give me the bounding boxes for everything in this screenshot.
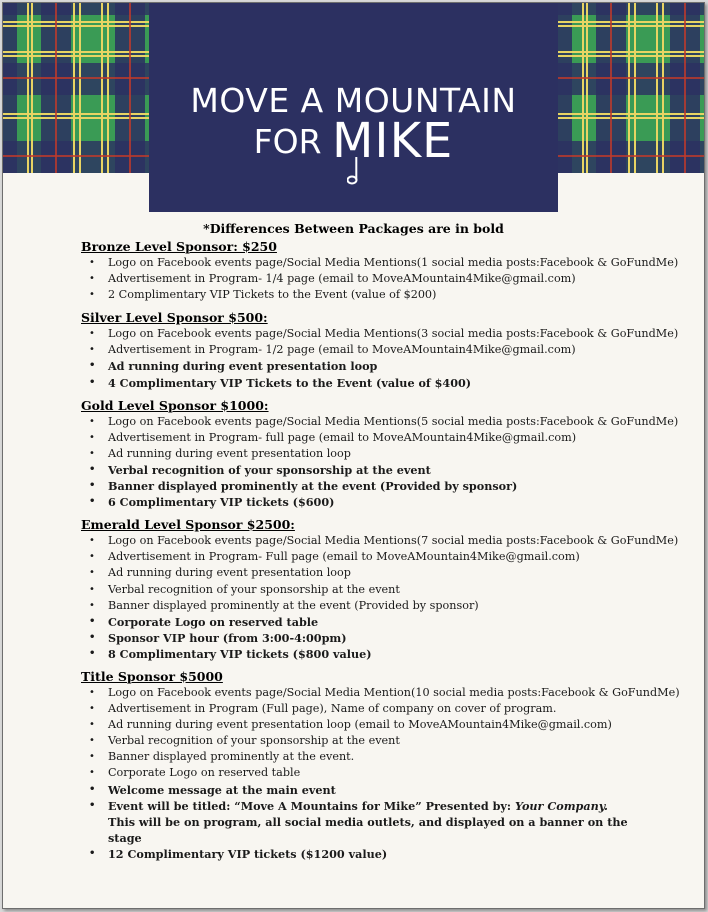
benefit-text: Verbal recognition of your sponsorship at the event xyxy=(108,582,400,596)
benefit-item xyxy=(81,701,704,717)
logo-banner xyxy=(149,3,558,212)
benefit-text: Ad running during event presentation loop xyxy=(108,446,351,460)
benefit-text: Banner displayed prominently at the event (Provided by sponsor) xyxy=(108,479,518,494)
benefit-text: Ad running during event presentation loop xyxy=(108,566,351,580)
sponsor-level-heading: Gold Level Sponsor $1000: xyxy=(81,397,269,413)
benefit-text: Logo on Facebook events page/Social Media Mentions(1 social media posts:Facebook & GoFundMe) xyxy=(108,256,679,269)
benefit-item xyxy=(81,582,704,598)
sponsor-sections xyxy=(3,239,704,862)
benefit-text: Corporate Logo on reserved table xyxy=(108,614,319,629)
benefit-text: Logo on Facebook events page/Social Media Mentions(3 social media posts:Facebook & GoFundMe) xyxy=(108,327,679,341)
benefit-item xyxy=(81,565,704,581)
sponsor-section xyxy=(81,669,704,862)
benefit-text: Advertisement in Program- 1/2 page (email to MoveAMountain4Mike@gmail.com) xyxy=(108,343,576,357)
benefit-list xyxy=(81,414,704,511)
benefit-text: Advertisement in Program- full page (email to MoveAMountain4Mike@gmail.com) xyxy=(108,430,577,444)
benefit-text: Corporate Logo on reserved table xyxy=(108,766,301,780)
benefit-item xyxy=(81,717,704,733)
benefit-item xyxy=(81,287,704,303)
benefit-item xyxy=(81,271,704,287)
benefit-text: Verbal recognition of your sponsorship at the event xyxy=(108,734,400,748)
sponsor-section xyxy=(81,517,704,662)
benefit-item xyxy=(81,733,704,749)
benefit-item xyxy=(81,846,704,862)
plaid-pattern-right xyxy=(558,3,704,173)
benefit-item xyxy=(81,255,704,271)
benefit-text: 6 Complimentary VIP tickets ($600) xyxy=(108,495,335,510)
benefit-text: Ad running during event presentation loop (email to MoveAMountain4Mike@gmail.com) xyxy=(108,718,612,732)
benefit-list xyxy=(81,533,704,662)
benefit-item xyxy=(81,549,704,565)
benefit-item xyxy=(81,326,704,342)
benefit-text: 4 Complimentary VIP Tickets to the Event (value of $400) xyxy=(108,375,472,390)
benefit-text: Banner displayed prominently at the event (Provided by sponsor) xyxy=(108,598,479,612)
benefit-text: Advertisement in Program (Full page), Name of company on cover of program. xyxy=(108,702,557,716)
sponsor-level-heading: Title Sponsor $5000 xyxy=(81,668,223,684)
benefit-text: Event will be titled: “Move A Mountains for Mike” Presented by: xyxy=(108,798,515,813)
benefit-text: Welcome message at the main event xyxy=(108,782,336,797)
benefit-list xyxy=(81,255,704,303)
sponsor-section xyxy=(81,310,704,390)
benefit-text: Logo on Facebook events page/Social Media Mention(10 social media posts:Facebook & GoFundMe) xyxy=(108,685,680,699)
benefit-text: Banner displayed prominently at the event. xyxy=(108,750,355,764)
benefit-text: Logo on Facebook events page/Social Media Mentions(5 social media posts:Facebook & GoFundMe) xyxy=(108,414,679,428)
sponsor-section xyxy=(81,239,704,303)
sponsorship-content xyxy=(3,221,704,869)
logo-title-line1: MOVE A MOUNTAIN xyxy=(190,81,517,120)
benefit-item xyxy=(81,462,704,478)
benefit-text: Advertisement in Program- 1/4 page (email to MoveAMountain4Mike@gmail.com) xyxy=(108,272,576,286)
benefit-text: Sponsor VIP hour (from 3:00-4:00pm) xyxy=(108,630,347,645)
benefit-item xyxy=(81,430,704,446)
benefit-text: Ad running during event presentation loop xyxy=(108,359,378,374)
plaid-pattern-left xyxy=(3,3,149,173)
benefit-item xyxy=(81,749,704,765)
benefit-text: 2 Complimentary VIP Tickets to the Event (value of $200) xyxy=(108,288,437,302)
benefit-item xyxy=(81,646,704,662)
bold-differences-note: *Differences Between Packages are in bold xyxy=(203,221,504,236)
benefit-item xyxy=(81,685,704,701)
benefit-item xyxy=(81,598,704,614)
logo-title-prefix: FOR xyxy=(253,122,332,161)
benefit-item xyxy=(81,798,704,846)
benefit-item xyxy=(81,414,704,430)
benefit-item xyxy=(81,375,704,391)
benefit-item xyxy=(81,446,704,462)
benefit-list xyxy=(81,685,704,862)
benefit-item xyxy=(81,533,704,549)
benefit-item xyxy=(81,478,704,494)
benefit-text: 12 Complimentary VIP tickets ($1200 value) xyxy=(108,846,388,861)
benefit-text: Verbal recognition of your sponsorship at the event xyxy=(108,462,431,477)
benefit-item xyxy=(81,358,704,374)
benefit-item xyxy=(81,342,704,358)
benefit-text-continued: This will be on program, all social media outlets, and displayed on a banner on the stage xyxy=(108,814,628,845)
sponsor-level-heading: Silver Level Sponsor $500: xyxy=(81,310,268,326)
sponsor-level-heading: Emerald Level Sponsor $2500: xyxy=(81,517,295,533)
benefit-item xyxy=(81,765,704,781)
benefit-text: Advertisement in Program- Full page (email to MoveAMountain4Mike@gmail.com) xyxy=(108,550,580,564)
benefit-item xyxy=(81,614,704,630)
sponsor-level-heading: Bronze Level Sponsor: $250 xyxy=(81,239,277,254)
document-page xyxy=(2,2,705,909)
benefit-text-italic: Your Company. xyxy=(514,798,608,813)
benefit-item xyxy=(81,782,704,798)
benefit-item xyxy=(81,494,704,510)
sponsor-section xyxy=(81,398,704,511)
benefit-text: 8 Complimentary VIP tickets ($800 value) xyxy=(108,646,372,661)
benefit-text: Logo on Facebook events page/Social Media Mentions(7 social media posts:Facebook & GoFundMe) xyxy=(108,534,679,548)
benefit-item xyxy=(81,630,704,646)
music-note-icon xyxy=(347,155,361,185)
benefit-list xyxy=(81,326,704,390)
logo-title-name: MIKE xyxy=(332,113,454,169)
